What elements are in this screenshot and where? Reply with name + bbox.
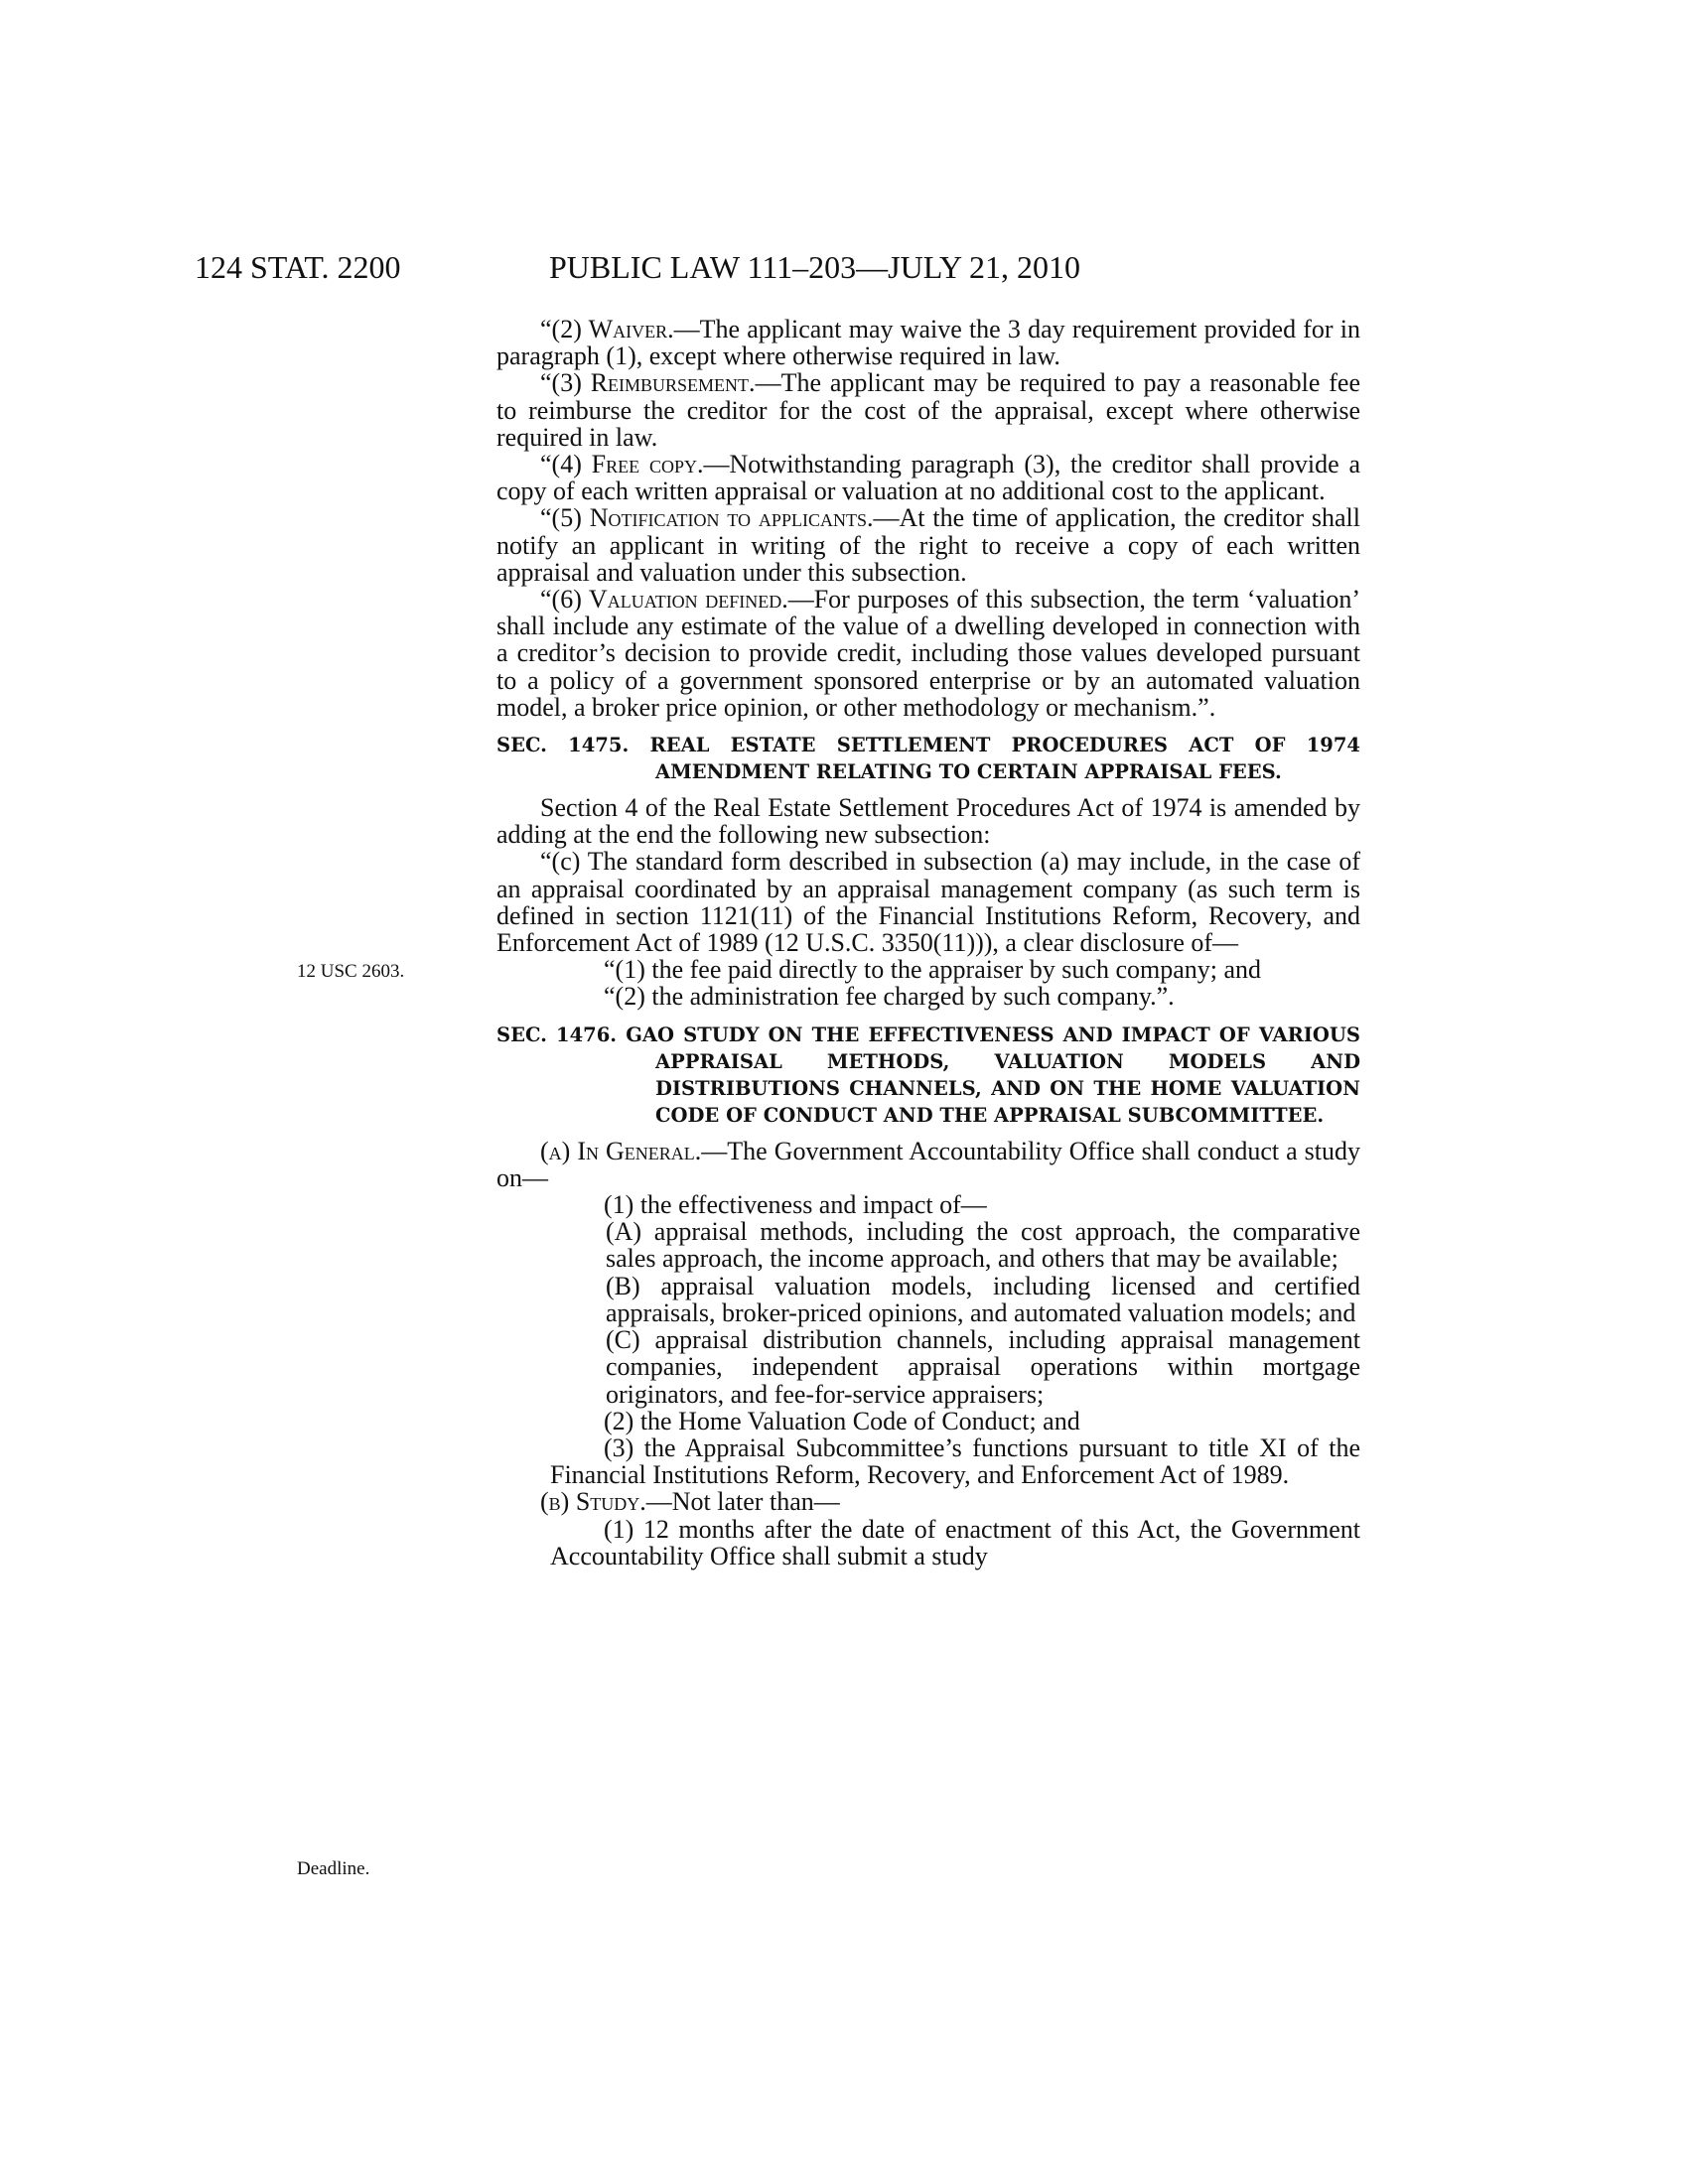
paragraph-text: —The applicant may be required to pay a reasonable fee to reimburse the creditor for the cost of the appraisal, except where otherwise required in law. (496, 368, 1361, 452)
subsection-c: “(c) The standard form described in subsection (a) may include, in the case of an appraisal coordinated by an appraisal management company (as such term is defined in section 1121(11) of the Financial Institutions Reform, Recovery, and Enforcement Act of 1989 (12 U.S.C. 3350(11))), a clear disclosure of— (496, 847, 1360, 958)
paragraph-valuation-defined (496, 586, 1360, 721)
paragraph-heading: “(3) Reimbursement. (540, 368, 756, 398)
subsection-a-item-3: (3) the Appraisal Subcommittee’s functions pursuant to title XI of the Financial Institutions Reform, Recovery, and Enforcement Act of 1989. (550, 1433, 1360, 1490)
page-citation: 124 STAT. 2200 (195, 249, 401, 285)
paragraph-notification (496, 504, 1360, 586)
paragraph-waiver (496, 316, 1360, 369)
subsection-c-item-1: “(1) the fee paid directly to the appraiser by such company; and (604, 955, 1262, 985)
subsection-b (496, 1488, 1360, 1515)
paragraph-text: —Notwithstanding paragraph (3), the creditor shall provide a copy of each written appraisal or valuation at no additional cost to the applicant. (496, 450, 1361, 506)
subsection-b-item-1: (1) 12 months after the date of enactment of this Act, the Government Accountability Office shall submit a study (550, 1514, 1360, 1570)
subsection-text: —Not later than— (645, 1487, 840, 1517)
paragraph-heading: “(2) Waiver. (540, 315, 674, 343)
subsection-a-item-2: (2) the Home Valuation Code of Conduct; and (604, 1406, 1080, 1435)
body-column (496, 316, 1360, 1570)
paragraph-text: —For purposes of this subsection, the term ‘valuation’ shall include any estimate of the value of a dwelling developed in connection with a creditor’s decision to provide credit, including those values developed pursuant to a policy of a government sponsored enterprise or by an automated valuation model, a broker price opinion, or other methodology or mechanism.”. (496, 585, 1360, 722)
subsection-a-item-1b: (B) appraisal valuation models, including licensed and certified appraisals, broker-priced opinions, and automated valuation models; and (606, 1271, 1360, 1327)
subsection-a-item-1c: (C) appraisal distribution channels, including appraisal management companies, independent appraisal operations within mortgage originators, and fee-for-service appraisers; (606, 1325, 1360, 1409)
margin-note-deadline: Deadline. (297, 1858, 370, 1879)
paragraph-free-copy (496, 451, 1360, 504)
paragraph-text: —At the time of application, the creditor shall notify an applicant in writing of the right to receive a copy of each written appraisal and valuation under this subsection. (496, 503, 1360, 587)
section-heading-1475: SEC. 1475. REAL ESTATE SETTLEMENT PROCEDURES ACT OF 1974 AMENDMENT RELATING TO CERTAIN APPRAISAL FEES. (496, 734, 1360, 784)
subsection-a-item-1a: (A) appraisal methods, including the cost approach, the comparative sales approach, the income approach, and others that may be available; (606, 1217, 1360, 1274)
subsection-c-item-2: “(2) the administration fee charged by such company.”. (604, 982, 1175, 1012)
subsection-a (496, 1138, 1360, 1191)
subsection-text: —The Government Accountability Office shall conduct a study on— (496, 1136, 1360, 1192)
paragraph-heading: “(5) Notification to applicants. (540, 503, 874, 533)
paragraph-heading: “(4) Free copy. (540, 450, 704, 479)
margin-note-usc: 12 USC 2603. (297, 961, 405, 982)
paragraph-heading: “(6) Valuation defined. (540, 585, 788, 614)
section-heading-1476: SEC. 1476. GAO STUDY ON THE EFFECTIVENESS AND IMPACT OF VARIOUS APPRAISAL METHODS, VALUATION MODELS AND DISTRIBUTIONS CHANNELS, AND ON THE HOME VALUATION CODE OF CONDUCT AND THE APPRAISAL SUBCOMMITTEE. (496, 1023, 1360, 1127)
subsection-heading: (a) In General. (540, 1136, 702, 1165)
section-1475-intro: Section 4 of the Real Estate Settlement Procedures Act of 1974 is amended by adding at the end the following new subsection: (496, 793, 1360, 850)
subsection-a-item-1: (1) the effectiveness and impact of— (604, 1190, 987, 1220)
paragraph-reimbursement (496, 369, 1360, 451)
subsection-heading: (b) Study. (540, 1487, 646, 1517)
paragraph-text: —The applicant may waive the 3 day requirement provided for in paragraph (1), except where otherwise required in law. (496, 315, 1361, 371)
page-title: PUBLIC LAW 111–203—JULY 21, 2010 (549, 249, 1080, 285)
